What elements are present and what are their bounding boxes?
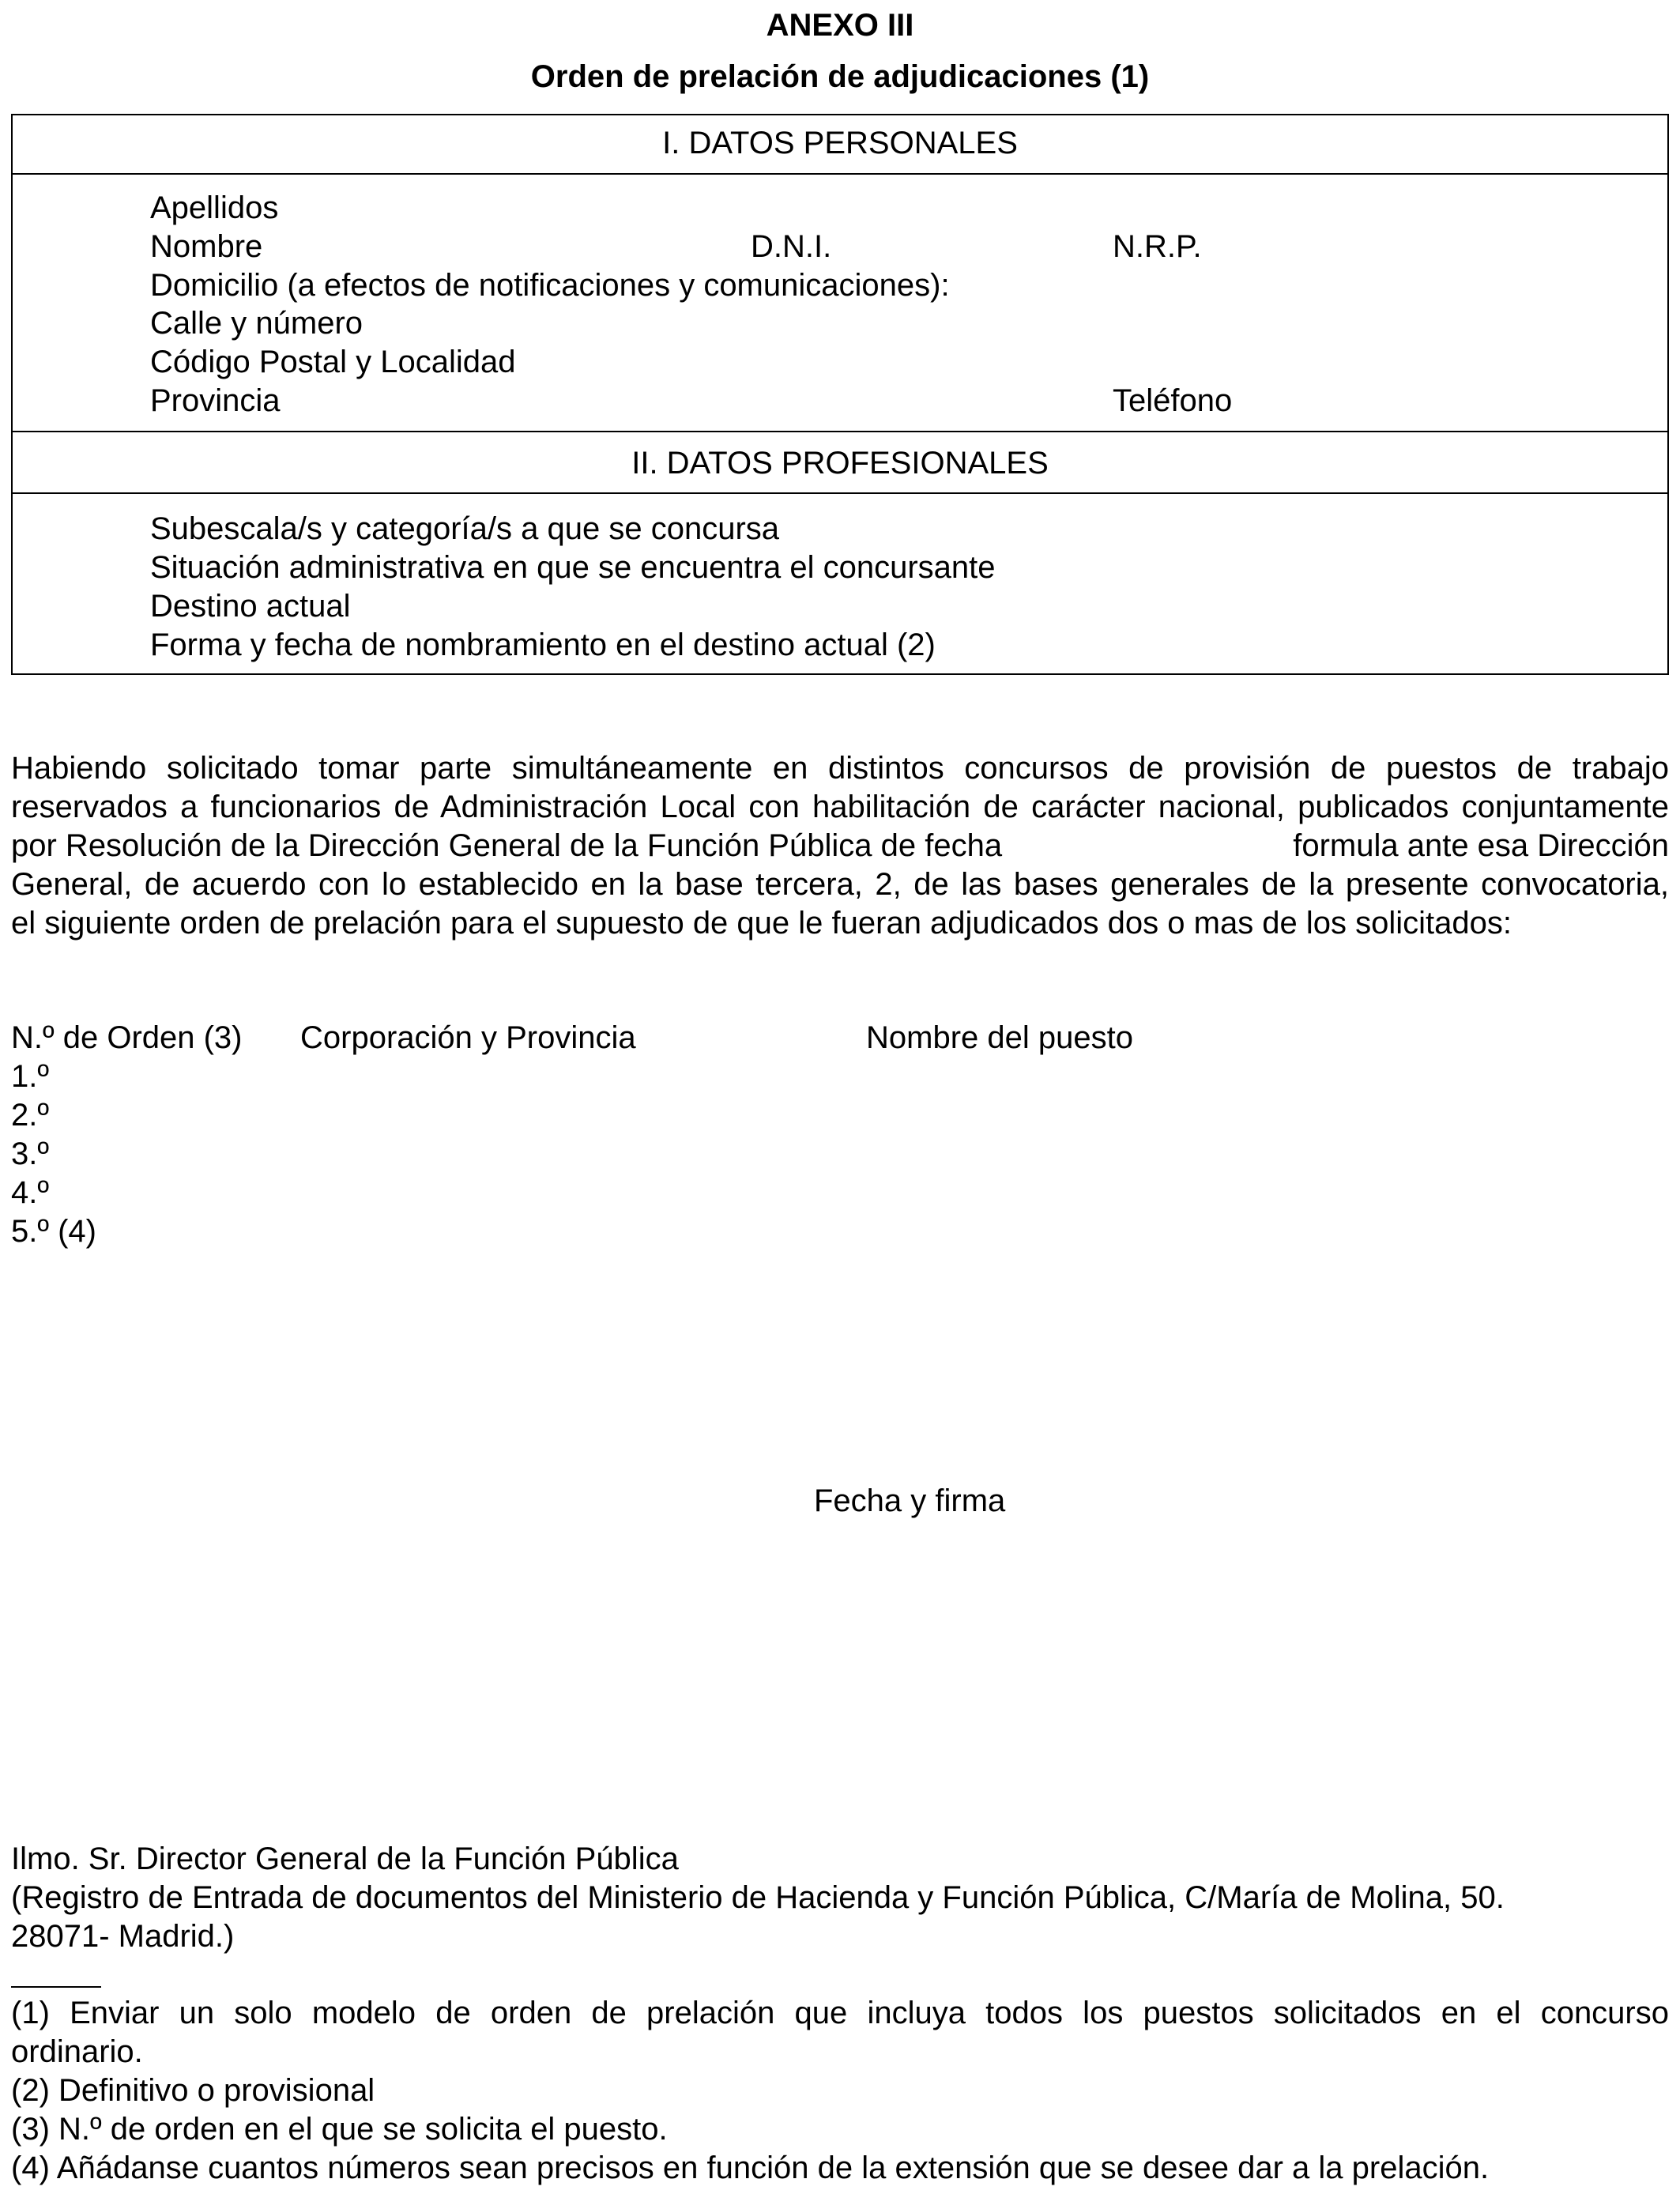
destination-label: Destino actual	[150, 589, 351, 624]
postal-label: Código Postal y Localidad	[150, 345, 516, 379]
body-line-part: formula ante esa Dirección	[1293, 828, 1669, 863]
footnote-2: (2) Definitivo o provisional	[11, 2073, 375, 2108]
footnote-3: (3) N.º de orden en el que se solicita el puesto.	[11, 2112, 668, 2147]
province-label: Provincia	[150, 383, 281, 418]
phone-label: Teléfono	[1113, 383, 1233, 418]
situation-label: Situación administrativa en que se encuentra el concursante	[150, 550, 996, 585]
annex-title: ANEXO III	[766, 8, 914, 43]
document-title: Orden de prelación de adjudicaciones (1)	[530, 59, 1150, 94]
surnames-label: Apellidos	[150, 190, 279, 225]
body-line: General, de acuerdo con lo establecido en la base tercera, 2, de las bases generales de la presente convocatoria,	[11, 867, 1669, 902]
street-label: Calle y número	[150, 306, 363, 341]
order-row: 2.º	[11, 1098, 49, 1133]
body-line: reservados a funcionarios de Administración Local con habilitación de carácter nacional, publicados conjuntamente	[11, 790, 1669, 824]
section-divider	[11, 431, 1669, 432]
subscale-label: Subescala/s y categoría/s a que se concursa	[150, 511, 780, 546]
body-line-part: por Resolución de la Dirección General de la Función Pública de fecha	[11, 828, 1003, 863]
nrp-label: N.R.P.	[1113, 229, 1202, 264]
addressee-line: (Registro de Entrada de documentos del Ministerio de Hacienda y Función Pública, C/María de Molina, 50.	[11, 1880, 1505, 1915]
order-row: 1.º	[11, 1059, 49, 1094]
section-divider	[11, 173, 1669, 175]
addressee-line: 28071- Madrid.)	[11, 1919, 235, 1954]
body-line: el siguiente orden de prelación para el supuesto de que le fueran adjudicados dos o mas de los solicitados:	[11, 906, 1512, 941]
body-line: Habiendo solicitado tomar parte simultáneamente en distintos concursos de provisión de puestos de trabajo	[11, 751, 1669, 786]
order-row: 5.º (4)	[11, 1214, 96, 1249]
order-column-header: N.º de Orden (3)	[11, 1020, 243, 1055]
corporation-column-header: Corporación y Provincia	[300, 1020, 636, 1055]
appointment-label: Forma y fecha de nombramiento en el destino actual (2)	[150, 628, 936, 662]
personal-data-heading: I. DATOS PERSONALES	[662, 126, 1018, 160]
footnote-4: (4) Añádanse cuantos números sean precisos en función de la extensión que se desee dar a la prelación.	[11, 2151, 1490, 2185]
professional-data-heading: II. DATOS PROFESIONALES	[631, 446, 1049, 481]
footnote-1-cont: ordinario.	[11, 2034, 143, 2069]
section-divider	[11, 492, 1669, 494]
footnote-1: (1) Enviar un solo modelo de orden de prelación que incluya todos los puestos solicitados en el concurso	[11, 1996, 1669, 2030]
footnote-rule	[11, 1986, 101, 1988]
post-column-header: Nombre del puesto	[866, 1020, 1133, 1055]
order-row: 4.º	[11, 1175, 49, 1210]
order-row: 3.º	[11, 1137, 49, 1171]
date-signature-label: Fecha y firma	[814, 1483, 1006, 1518]
address-note: Domicilio (a efectos de notificaciones y comunicaciones):	[150, 268, 950, 303]
dni-label: D.N.I.	[751, 229, 832, 264]
addressee-line: Ilmo. Sr. Director General de la Función Pública	[11, 1842, 679, 1876]
name-label: Nombre	[150, 229, 263, 264]
